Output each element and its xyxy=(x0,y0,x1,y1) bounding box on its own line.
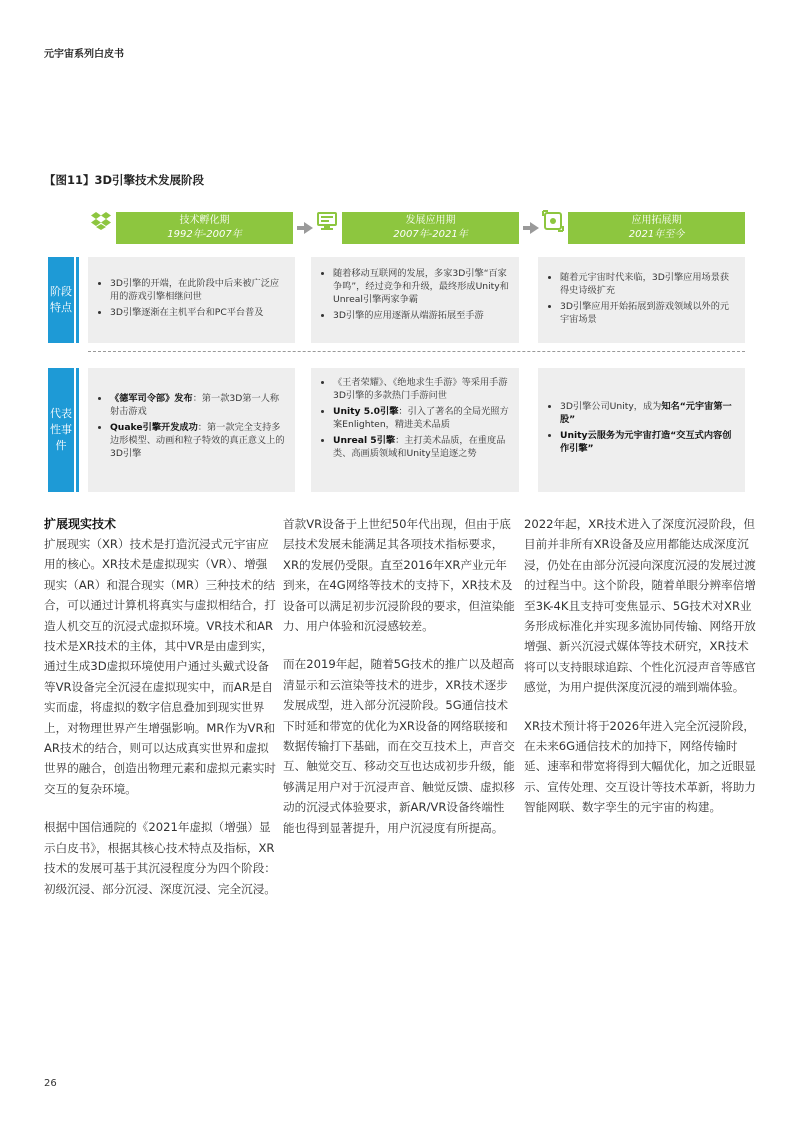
list-item: • 随着移动互联网的发展，多家3D引擎“百家争鸣”，经过竞争和升级，最终形成Unity和Unreal引擎两家争霸 xyxy=(333,267,511,306)
phase-years: 1992年-2007年 xyxy=(167,229,242,240)
event-cell-2 xyxy=(311,368,519,492)
list-item: • 3D引擎的开端，在此阶段中后来被广泛应用的游戏引擎相继问世 xyxy=(110,277,287,303)
body-column-1 xyxy=(44,514,276,917)
section-heading: 扩展现实技术 xyxy=(44,517,117,531)
feature-cell-1 xyxy=(88,257,295,343)
feature-cell-2 xyxy=(311,257,519,343)
dashed-divider xyxy=(88,351,745,352)
paragraph: 首款VR设备于上世纪50年代出现，但由于底层技术发展未能满足其各项技术指标要求，XR的发展仍受限。直至2016年XR产业元年到来，在4G网络等技术的支持下，XR技术及设备可以满足初步沉浸阶段的要求，但渲染能力、用户体验和沉浸感较差。 xyxy=(283,517,515,634)
paragraph: 扩展现实（XR）技术是打造沉浸式元宇宙应用的核心。XR技术是虚拟现实（VR）、增强现实（AR）和混合现实（MR）三种技术的结合，可以通过计算机将真实与虚拟相结合，打造人机交互的沉浸式虚拟环境。VR技术和AR技术是XR技术的主体，其中VR是由虚到实，通过生成3D虚拟环境使用户通过头戴式设备等VR设备完全沉浸在虚拟现实中，而AR是自实而虚，将虚拟的数字信息叠加到现实世界上，对物理世界产生增强影响。MR作为VR和AR技术的结合，则可以达成真实世界和虚拟世界的融合，创造出物理元素和虚拟元素实时交互的复杂环境。 xyxy=(44,537,276,796)
paragraph: 而在2019年起，随着5G技术的推广以及超高清显示和云渲染等技术的进步，XR技术逐步发展成型，进入部分沉浸阶段。5G通信技术下时延和带宽的优化为XR设备的网络联接和数据传输打下基础，而在交互技术上，声音交互、触觉交互、移动交互也达成初步升级，能够满足用户对于沉浸声音、触觉反馈、虚拟移动的沉浸式体验要求，新AR/VR设备终端性能也得到显著提升，用户沉浸度有所提高。 xyxy=(283,657,515,835)
list-item: • Unity云服务为元宇宙打造“交互式内容创作引擎” xyxy=(560,429,737,455)
body-column-3 xyxy=(524,514,756,836)
list-item: • 《王者荣耀》、《绝地求生手游》等采用手游3D引擎的多款热门手游问世 xyxy=(333,376,511,402)
expand-icon xyxy=(540,208,566,234)
paragraph: XR技术预计将于2026年进入完全沉浸阶段，在未来6G通信技术的加持下，网络传输时延、速率和带宽将得到大幅优化，加之近眼显示、宣传处理、交互设计等技术革新，将助力智能网联、数字孪生的元宇宙的构建。 xyxy=(524,718,756,815)
phase-1 xyxy=(116,212,293,244)
event-cell-3 xyxy=(538,368,745,492)
row-label-events: 代表 性事 件 xyxy=(48,368,74,492)
paragraph: 根据中国信通院的《2021年虚拟（增强）显示白皮书》，根据其核心技术特点及指标，XR技术的发展可基于其沉浸程度分为四个阶段：初级沉浸、部分沉浸、深度沉浸、完全沉浸。 xyxy=(44,820,276,896)
monitor-icon xyxy=(314,208,340,234)
series-title: 元宇宙系列白皮书 xyxy=(44,49,124,60)
list-item: • 3D引擎的应用逐渐从端游拓展至手游 xyxy=(333,309,511,322)
list-item: • 随着元宇宙时代来临，3D引擎应用场景获得史诗级扩充 xyxy=(560,271,737,297)
body-column-2 xyxy=(283,514,515,856)
row-label-bar xyxy=(76,257,79,343)
phase-name: 应用拓展期 xyxy=(631,215,682,226)
list-item: • Unreal 5引擎：主打美术品质，在重度品类、高画质领域和Unity呈追逐之势 xyxy=(333,434,511,460)
list-item: • Quake引擎开发成功：第一款完全支持多边形模型、动画和粒子特效的真正意义上的3D引擎 xyxy=(110,421,287,460)
list-item: • 3D引擎应用开始拓展到游戏领域以外的元宇宙场景 xyxy=(560,300,737,326)
list-item: • 3D引擎公司Unity，成为知名“元宇宙第一股” xyxy=(560,400,737,426)
phase-years: 2021年至今 xyxy=(628,229,685,240)
paragraph: 2022年起，XR技术进入了深度沉浸阶段，但目前并非所有XR设备及应用都能达成深度沉浸，仍处在由部分沉浸向深度沉浸的发展过渡的过程当中。这个阶段，随着单眼分辨率倍增至3K-4K且支持可变焦显示、5G技术对XR业务形成标准化并实现多流协同传输、网络开放增强、新兴沉浸式媒体等技术研究，XR技术将可以支持眼球追踪、个性化沉浸声音等感官感觉，为用户提供深度沉浸的端到端体验。 xyxy=(524,517,756,695)
figure-title: 【图11】3D引擎技术发展阶段 xyxy=(44,173,205,187)
arrow-right-icon xyxy=(304,222,313,234)
phase-3 xyxy=(568,212,745,244)
phase-name: 发展应用期 xyxy=(405,215,456,226)
arrow-right-icon xyxy=(530,222,539,234)
phase-name: 技术孵化期 xyxy=(179,215,230,226)
list-item: • 3D引擎逐渐在主机平台和PC平台普及 xyxy=(110,306,287,319)
row-label-bar xyxy=(76,368,79,492)
dropbox-icon xyxy=(88,208,114,234)
feature-cell-3 xyxy=(538,257,745,343)
phase-years: 2007年-2021年 xyxy=(393,229,468,240)
list-item: • Unity 5.0引擎：引入了著名的全局光照方案Enlighten，精进美术品质 xyxy=(333,405,511,431)
event-cell-1 xyxy=(88,368,295,492)
row-label-features: 阶段 特点 xyxy=(48,257,74,343)
phase-2 xyxy=(342,212,519,244)
list-item: • 《德军司令部》发布：第一款3D第一人称射击游戏 xyxy=(110,392,287,418)
page-number: 26 xyxy=(44,1078,57,1089)
